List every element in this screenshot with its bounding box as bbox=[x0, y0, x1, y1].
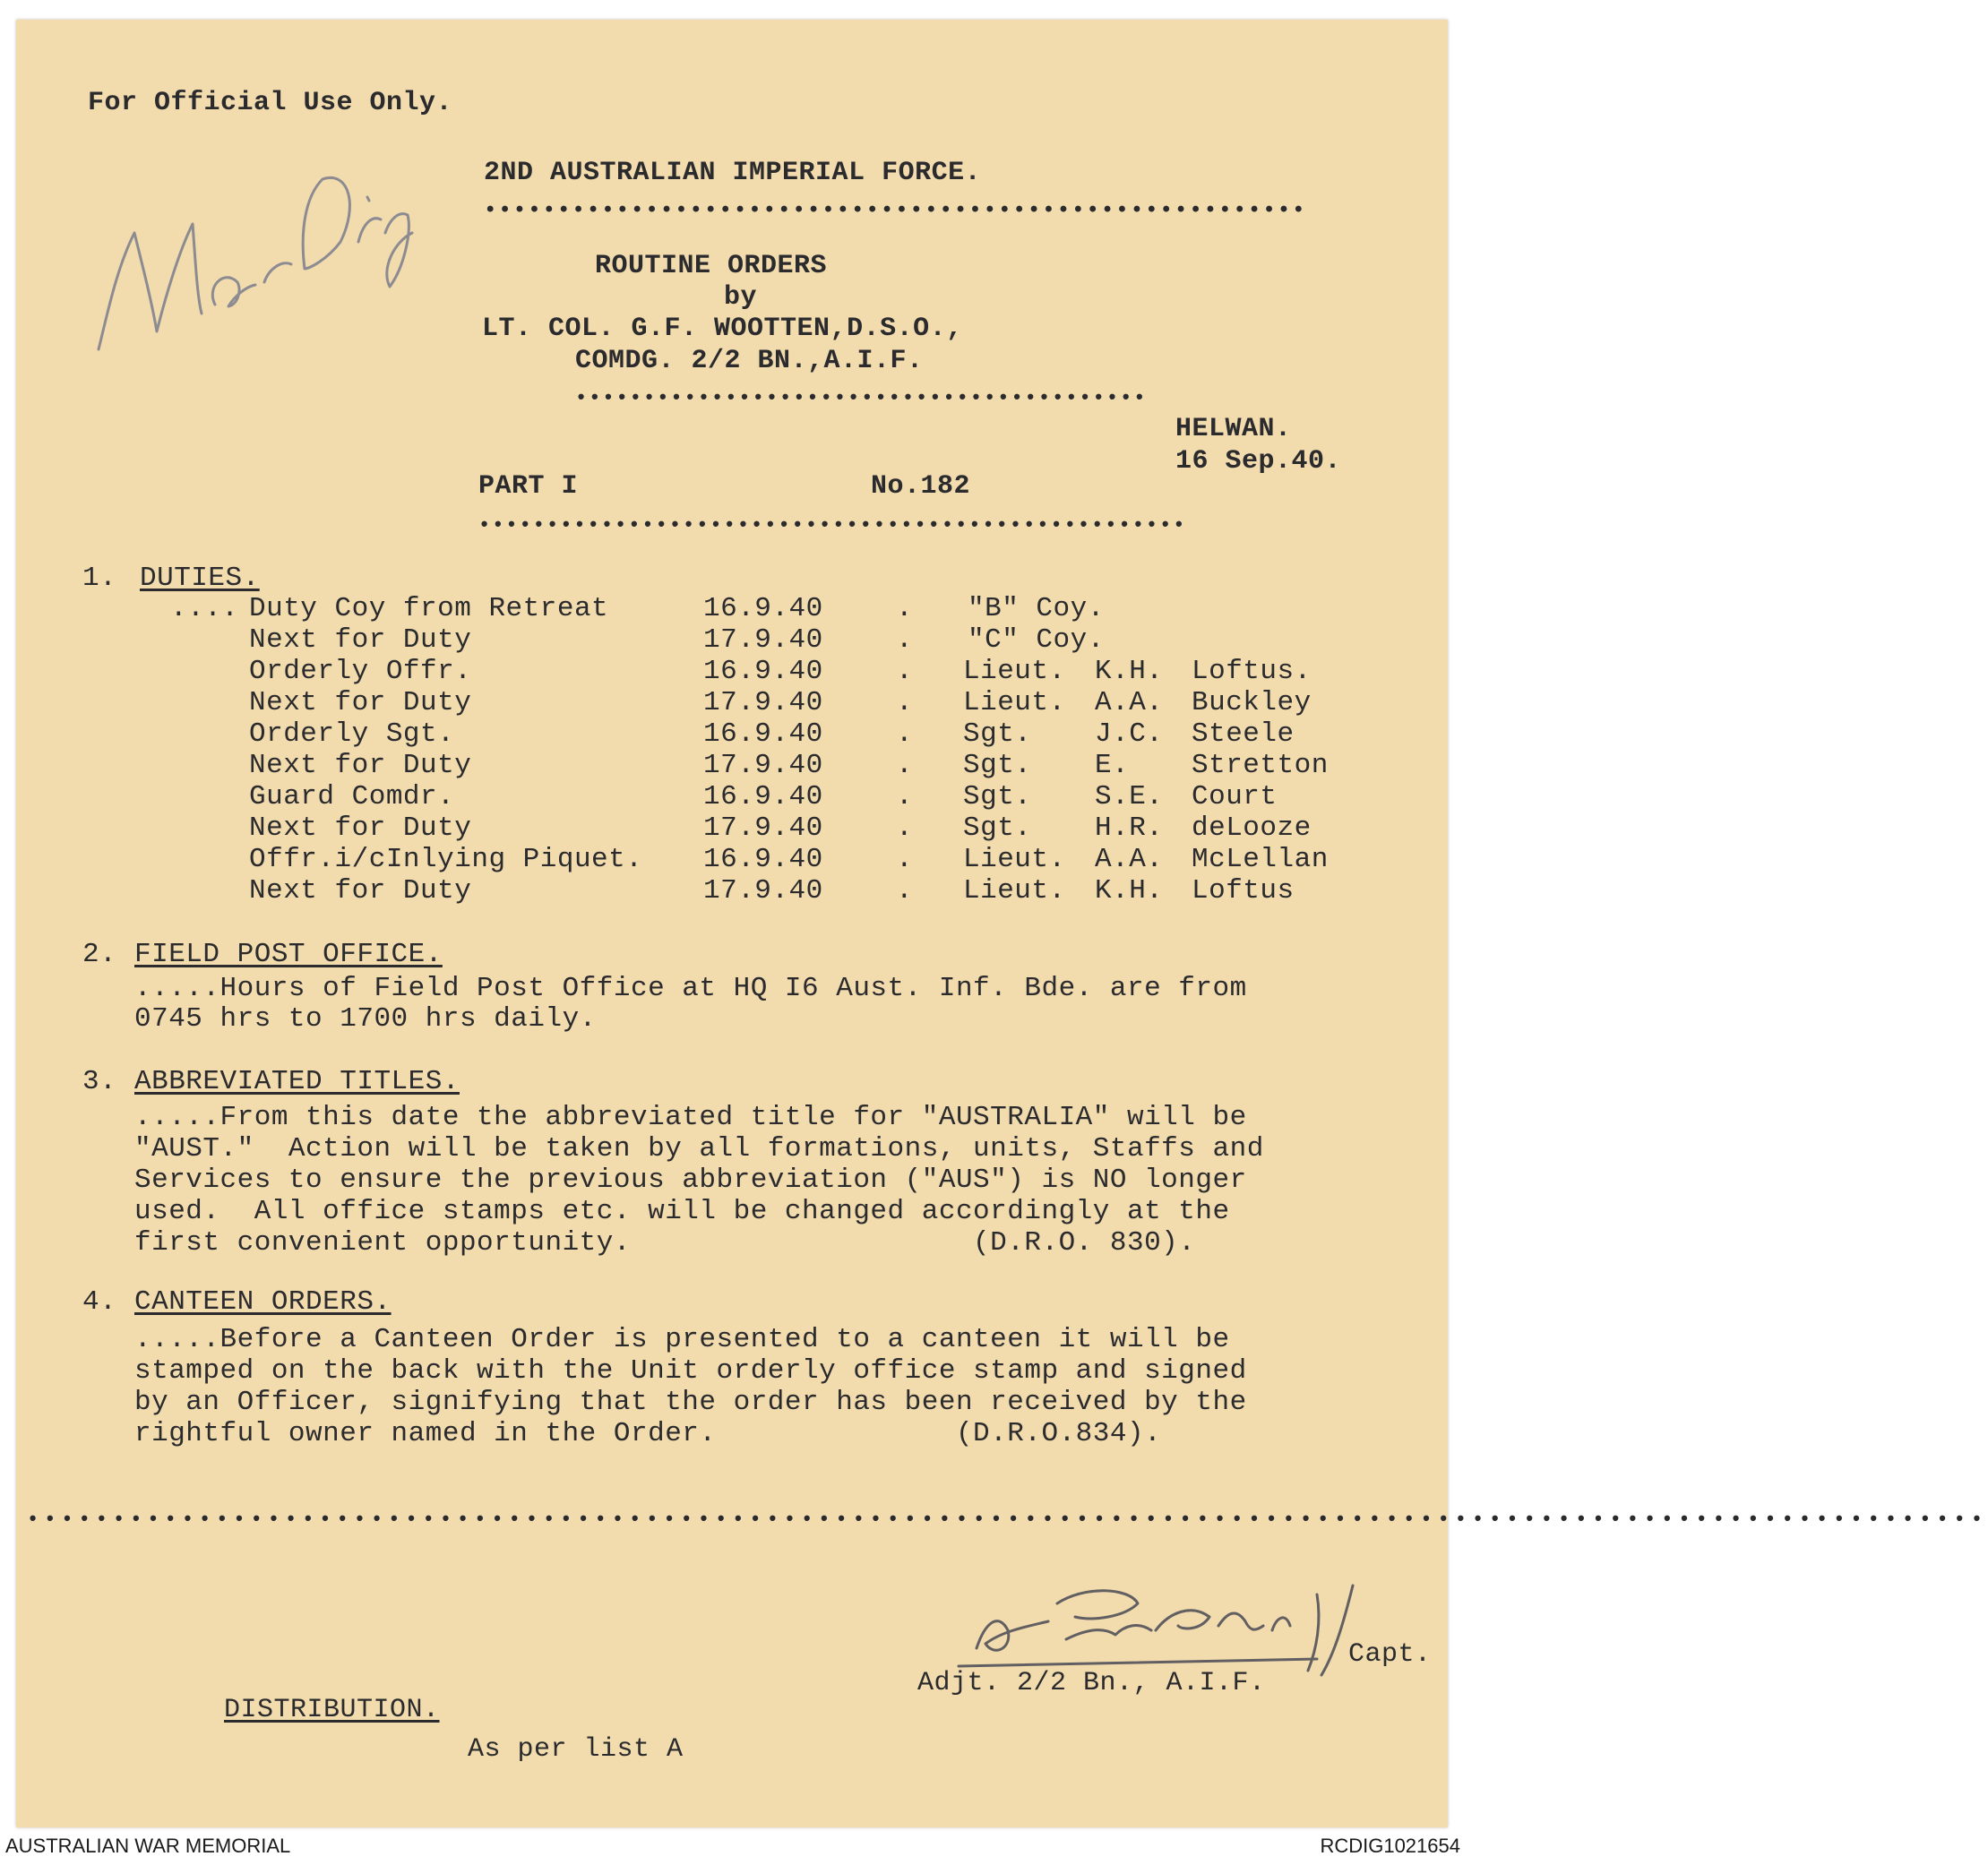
duty-cell: Next for Duty bbox=[249, 687, 472, 718]
section-4-line: stamped on the back with the Unit orderly office stamp and signed bbox=[134, 1355, 1247, 1387]
table-row bbox=[0, 624, 1466, 657]
date-cell: 17.9.40 bbox=[703, 687, 823, 718]
section-3-line: used. All office stamps etc. will be changed accordingly at the bbox=[134, 1196, 1230, 1227]
table-row bbox=[0, 687, 1466, 719]
rank-cell: Sgt. bbox=[963, 781, 1032, 812]
name-cell: Court bbox=[1192, 781, 1278, 812]
initials-cell: A.A. bbox=[1095, 687, 1164, 718]
name-cell: Buckley bbox=[1192, 687, 1312, 718]
footer-reference-id: RCDIG1021654 bbox=[1320, 1835, 1460, 1857]
duty-cell: Next for Duty bbox=[249, 875, 472, 907]
table-row bbox=[0, 844, 1466, 876]
section-3-heading: ABBREVIATED TITLES. bbox=[134, 1066, 460, 1097]
table-row bbox=[0, 593, 1466, 625]
table-row bbox=[0, 781, 1466, 813]
duties-number: 1. bbox=[82, 563, 117, 594]
section-3-number: 3. bbox=[82, 1066, 117, 1097]
signature-title: Adjt. 2/2 Bn., A.I.F. bbox=[917, 1668, 1266, 1698]
duty-cell: Orderly Sgt. bbox=[249, 718, 455, 750]
separator-dot: . bbox=[896, 812, 914, 844]
rank-cell: Sgt. bbox=[963, 718, 1032, 750]
section-4-line: .....Before a Canteen Order is presented to a canteen it will be bbox=[134, 1324, 1230, 1355]
dotted-divider: •••••••••••••••••••••••••••••••••••••••••• bbox=[575, 387, 1148, 409]
name-cell: deLooze bbox=[1192, 812, 1312, 844]
part-label: PART I bbox=[478, 471, 579, 502]
duty-cell: Offr.i/cInlying Piquet. bbox=[249, 844, 643, 875]
duty-cell: Guard Comdr. bbox=[249, 781, 455, 812]
table-row bbox=[0, 812, 1466, 845]
table-row bbox=[0, 750, 1466, 782]
section-4-line: rightful owner named in the Order. (D.R.O.834). bbox=[134, 1418, 1162, 1449]
name-cell: McLellan bbox=[1192, 844, 1329, 875]
section-2-heading: FIELD POST OFFICE. bbox=[134, 939, 443, 970]
handwritten-war-diary-note bbox=[81, 134, 421, 367]
separator-dot: . bbox=[896, 844, 914, 875]
rank-cell: "C" Coy. bbox=[968, 624, 1105, 656]
name-cell: Loftus. bbox=[1192, 656, 1312, 687]
section-3-line: .....From this date the abbreviated title for "AUSTRALIA" will be bbox=[134, 1102, 1247, 1133]
distribution-heading: DISTRIBUTION. bbox=[224, 1695, 440, 1725]
section-2-line: .....Hours of Field Post Office at HQ I6 Aust. Inf. Bde. are from bbox=[134, 973, 1247, 1004]
separator-dot: . bbox=[896, 687, 914, 718]
issuer-line-2: COMDG. 2/2 BN.,A.I.F. bbox=[575, 346, 924, 376]
rank-cell: Sgt. bbox=[963, 750, 1032, 781]
rank-cell: Lieut. bbox=[963, 687, 1066, 718]
duty-cell: Next for Duty bbox=[249, 812, 472, 844]
table-row bbox=[0, 656, 1466, 688]
dotted-divider: •••••••••••••••••••••••••••••••••••••••••••••••••••• bbox=[478, 514, 1187, 537]
organization-title: 2ND AUSTRALIAN IMPERIAL FORCE. bbox=[484, 158, 982, 188]
initials-cell: S.E. bbox=[1095, 781, 1164, 812]
date-cell: 16.9.40 bbox=[703, 718, 823, 750]
footer-institution: AUSTRALIAN WAR MEMORIAL bbox=[5, 1835, 291, 1857]
section-3-line: first convenient opportunity. (D.R.O. 830). bbox=[134, 1227, 1196, 1259]
rank-cell: "B" Coy. bbox=[968, 593, 1105, 624]
section-3-line: Services to ensure the previous abbreviation ("AUS") is NO longer bbox=[134, 1165, 1247, 1196]
place: HELWAN. bbox=[1175, 414, 1292, 444]
duty-cell: Next for Duty bbox=[249, 750, 472, 781]
section-2-number: 2. bbox=[82, 939, 117, 970]
official-use-note: For Official Use Only. bbox=[88, 88, 453, 118]
date-cell: 16.9.40 bbox=[703, 844, 823, 875]
section-2-line: 0745 hrs to 1700 hrs daily. bbox=[134, 1003, 597, 1035]
date-cell: 17.9.40 bbox=[703, 750, 823, 781]
separator-dot: . bbox=[896, 718, 914, 750]
duties-heading: DUTIES. bbox=[140, 563, 260, 594]
section-4-heading: CANTEEN ORDERS. bbox=[134, 1286, 392, 1318]
initials-cell: K.H. bbox=[1095, 875, 1164, 907]
date-cell: 16.9.40 bbox=[703, 656, 823, 687]
issuer-line-1: LT. COL. G.F. WOOTTEN,D.S.O., bbox=[482, 314, 963, 344]
name-cell: Loftus bbox=[1192, 875, 1295, 907]
initials-cell: E. bbox=[1095, 750, 1130, 781]
orders-title: ROUTINE ORDERS bbox=[595, 251, 828, 281]
initials-cell: A.A. bbox=[1095, 844, 1164, 875]
signature-rank: Capt. bbox=[1348, 1639, 1432, 1670]
section-4-line: by an Officer, signifying that the order has been received by the bbox=[134, 1387, 1247, 1418]
rank-cell: Lieut. bbox=[963, 844, 1066, 875]
duty-cell: Orderly Offr. bbox=[249, 656, 472, 687]
dotted-divider: •••••••••••••••••••••••••••••••••••••••••••••••••••••••• bbox=[484, 199, 1307, 223]
date-cell: 16.9.40 bbox=[703, 781, 823, 812]
leader-dots: .... bbox=[170, 593, 239, 624]
name-cell: Stretton bbox=[1192, 750, 1329, 781]
distribution-text: As per list A bbox=[468, 1734, 684, 1765]
separator-dot: . bbox=[896, 781, 914, 812]
rank-cell: Sgt. bbox=[963, 812, 1032, 844]
date-cell: 17.9.40 bbox=[703, 624, 823, 656]
table-row bbox=[0, 718, 1466, 751]
initials-cell: J.C. bbox=[1095, 718, 1164, 750]
dotted-divider: •••••••••••••••••••••••••••••••••••••••••••••••••••••••••••••••••••••••••••••••••••••••••••••••••••••••••••••••••• bbox=[27, 1508, 1988, 1531]
duty-cell: Duty Coy from Retreat bbox=[249, 593, 609, 624]
order-number: No.182 bbox=[871, 471, 971, 502]
initials-cell: H.R. bbox=[1095, 812, 1164, 844]
section-4-number: 4. bbox=[82, 1286, 117, 1318]
orders-by: by bbox=[724, 282, 758, 313]
separator-dot: . bbox=[896, 624, 914, 656]
duties-table bbox=[0, 593, 1466, 915]
name-cell: Steele bbox=[1192, 718, 1295, 750]
date-cell: 17.9.40 bbox=[703, 812, 823, 844]
separator-dot: . bbox=[896, 750, 914, 781]
separator-dot: . bbox=[896, 656, 914, 687]
duty-cell: Next for Duty bbox=[249, 624, 472, 656]
rank-cell: Lieut. bbox=[963, 656, 1066, 687]
separator-dot: . bbox=[896, 593, 914, 624]
table-row bbox=[0, 875, 1466, 907]
section-3-line: "AUST." Action will be taken by all formations, units, Staffs and bbox=[134, 1133, 1264, 1165]
date: 16 Sep.40. bbox=[1175, 446, 1342, 477]
initials-cell: K.H. bbox=[1095, 656, 1164, 687]
date-cell: 17.9.40 bbox=[703, 875, 823, 907]
separator-dot: . bbox=[896, 875, 914, 907]
rank-cell: Lieut. bbox=[963, 875, 1066, 907]
date-cell: 16.9.40 bbox=[703, 593, 823, 624]
